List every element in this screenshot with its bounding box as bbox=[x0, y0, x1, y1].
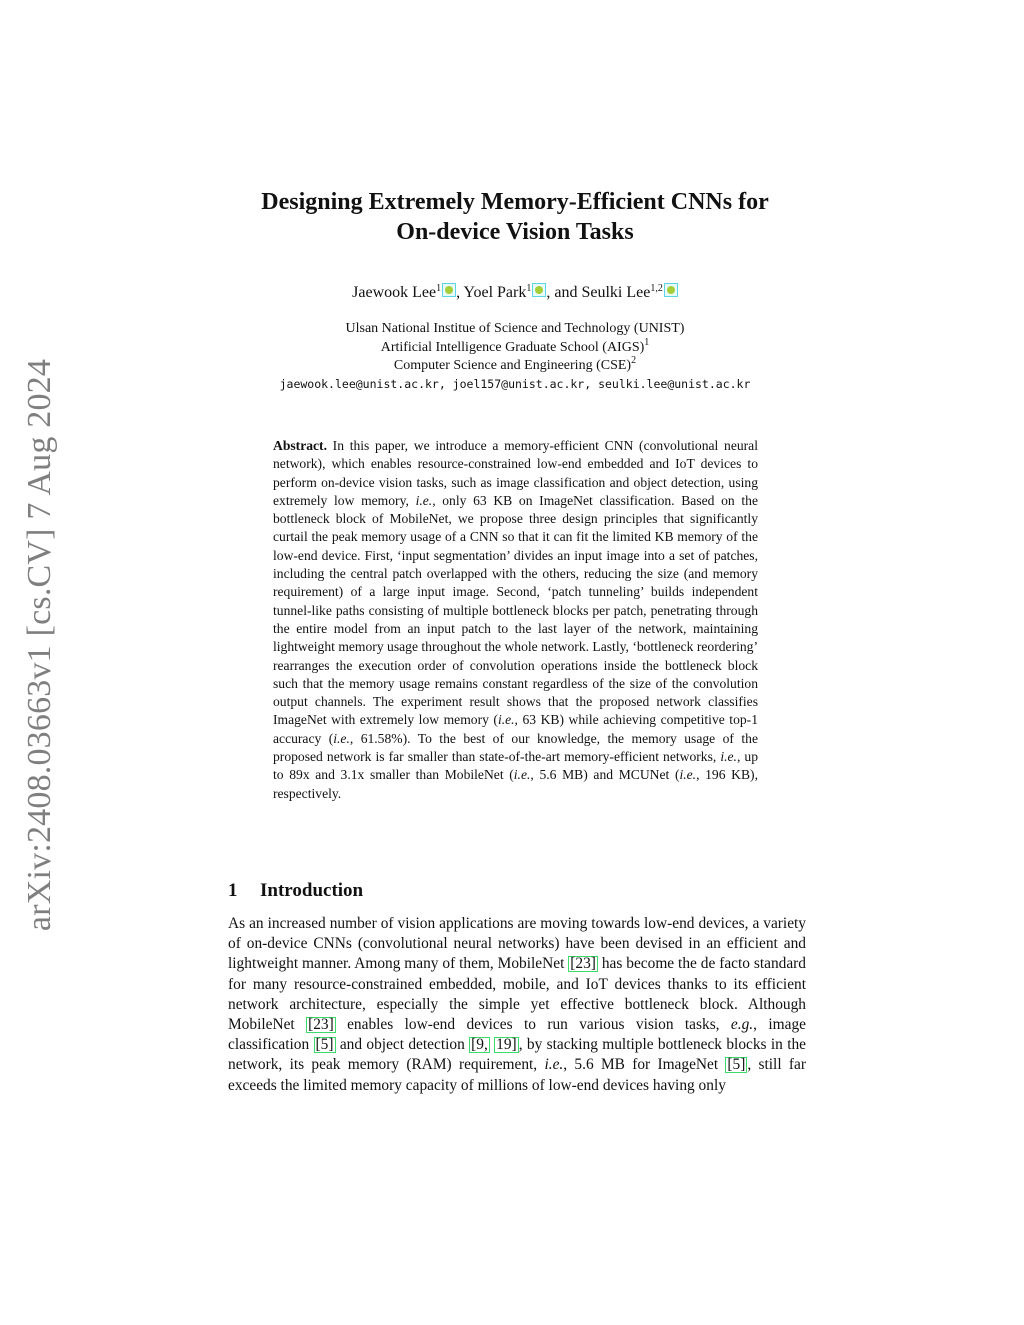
citation-link[interactable]: [5] bbox=[727, 1056, 746, 1074]
citation-link[interactable]: [23] bbox=[570, 955, 596, 973]
author-name: Yoel Park bbox=[463, 284, 527, 301]
author-separator: , and bbox=[546, 284, 582, 301]
body-text: and object detection bbox=[335, 1036, 470, 1054]
abstract-text: , 61.58%). To the best of our knowledge, the memory usage of the proposed network is far smaller than state-of-the-art memory-efficient networks, bbox=[273, 730, 758, 765]
affiliation-line bbox=[190, 357, 840, 376]
body-text: enables low-end devices to run various vision tasks, bbox=[335, 1016, 731, 1034]
paper-title bbox=[190, 187, 840, 247]
author-affiliation-mark: 1 bbox=[526, 283, 532, 294]
citation-link[interactable]: 19] bbox=[496, 1036, 517, 1054]
abstract-heading: Abstract. bbox=[273, 438, 327, 453]
title-line: Designing Extremely Memory-Efficient CNNs for bbox=[261, 189, 769, 215]
author-separator: , bbox=[456, 284, 464, 301]
section-heading bbox=[228, 879, 808, 903]
affiliations bbox=[190, 320, 840, 376]
affiliation-line: Ulsan National Institue of Science and Technology (UNIST) bbox=[345, 321, 685, 336]
author-emails[interactable]: jaewook.lee@unist.ac.kr, joel157@unist.ac.kr, seulki.lee@unist.ac.kr bbox=[279, 377, 751, 391]
abstract-text: , only 63 KB on ImageNet classification. Based on the bottleneck block of MobileNet, we propose three design principles that significantly curtail the peak memory usage of a CNN so that it can fit the limited KB memory of the low-end device. First, ‘input segmentation’ divides an input image into a set of patches, including the central patch overlapped with the others, reducing the size (and memory requirement) of a large input image. Second, ‘patch tunneling’ builds independent tunnel-like paths consisting of multiple bottleneck blocks per patch, penetrating through the entire model from an input patch to the last layer of the network, maintaining lightweight memory usage throughout the whole network. Lastly, ‘bottleneck reordering’ rearranges the execution order of convolution operations inside the bottleneck block such that the memory usage remains constant regardless of the size of the convolution output channels. The experiment result shows that the proposed network classifies ImageNet with extremely low memory ( bbox=[273, 492, 758, 728]
body-text: , image classification bbox=[228, 1016, 806, 1054]
affiliation-line bbox=[190, 336, 840, 358]
abstract-text: i.e. bbox=[415, 492, 433, 508]
abstract bbox=[273, 437, 758, 803]
orcid-icon[interactable] bbox=[664, 283, 678, 297]
body-text: , by stacking multiple bottleneck blocks in the network, its peak memory (RAM) requirement, bbox=[228, 1036, 806, 1074]
introduction-paragraph bbox=[228, 914, 806, 1096]
abstract-text: , up to 89x and 3.1x smaller than MobileNet ( bbox=[273, 749, 758, 783]
affiliation-mark: 2 bbox=[631, 355, 637, 366]
body-text: , still far exceeds the limited memory capacity of millions of low-end devices having only bbox=[228, 1056, 806, 1094]
body-text: As an increased number of vision applications are moving towards low-end devices, a variety of on-device CNNs (convolutional neural networks) have been devised in an efficient and lightweight manner. Among many of them, MobileNet bbox=[228, 915, 806, 973]
author-list bbox=[190, 283, 840, 303]
title-line: On-device Vision Tasks bbox=[396, 219, 634, 245]
abstract-text: i.e. bbox=[497, 712, 515, 728]
citation-link[interactable]: [9, bbox=[471, 1036, 488, 1054]
body-text: e.g. bbox=[730, 1016, 754, 1034]
abstract-text: , 5.6 MB) and MCUNet ( bbox=[530, 767, 680, 783]
citation-link[interactable]: [5] bbox=[315, 1036, 334, 1054]
abstract-text: , 63 KB) while achieving competitive top-1 accuracy ( bbox=[273, 712, 758, 746]
orcid-icon[interactable] bbox=[532, 283, 546, 297]
affiliation-mark: 1 bbox=[644, 336, 650, 348]
abstract-text: , 196 KB), respectively. bbox=[273, 767, 758, 801]
arxiv-identifier-stamp: arXiv:2408.03663v1 [cs.CV] 7 Aug 2024 bbox=[21, 358, 58, 932]
author-name: Seulki Lee bbox=[581, 284, 651, 301]
affiliation-text: Computer Science and Engineering (CSE) bbox=[393, 358, 632, 373]
body-text: i.e. bbox=[544, 1056, 564, 1074]
citation-link[interactable]: [23] bbox=[308, 1016, 334, 1034]
author-affiliation-mark: 1,2 bbox=[650, 283, 663, 294]
abstract-text: In this paper, we introduce a memory-efficient CNN (convolutional neural network), which enables resource-constrained low-end embedded and IoT devices to perform on-device vision tasks, such as image classification and object detection, using extremely low memory, bbox=[273, 438, 758, 508]
orcid-icon[interactable] bbox=[442, 283, 456, 297]
author-affiliation-mark: 1 bbox=[436, 283, 442, 294]
body-text: has become the de facto standard for many resource-constrained embedded, mobile, and IoT devices thanks to its efficient network architecture, especially the simple yet effective bottleneck block. Although MobileNet bbox=[228, 955, 807, 1034]
abstract-text: i.e. bbox=[333, 730, 350, 746]
section-title: Introduction bbox=[260, 880, 364, 901]
abstract-text: i.e. bbox=[513, 767, 531, 783]
affiliation-text: Artificial Intelligence Graduate School (AIGS) bbox=[380, 339, 645, 355]
author-name: Jaewook Lee bbox=[352, 284, 437, 301]
abstract-text: i.e. bbox=[720, 749, 737, 765]
section-number: 1 bbox=[228, 880, 238, 901]
abstract-text: i.e. bbox=[679, 767, 697, 783]
body-text: , 5.6 MB for ImageNet bbox=[563, 1056, 726, 1074]
